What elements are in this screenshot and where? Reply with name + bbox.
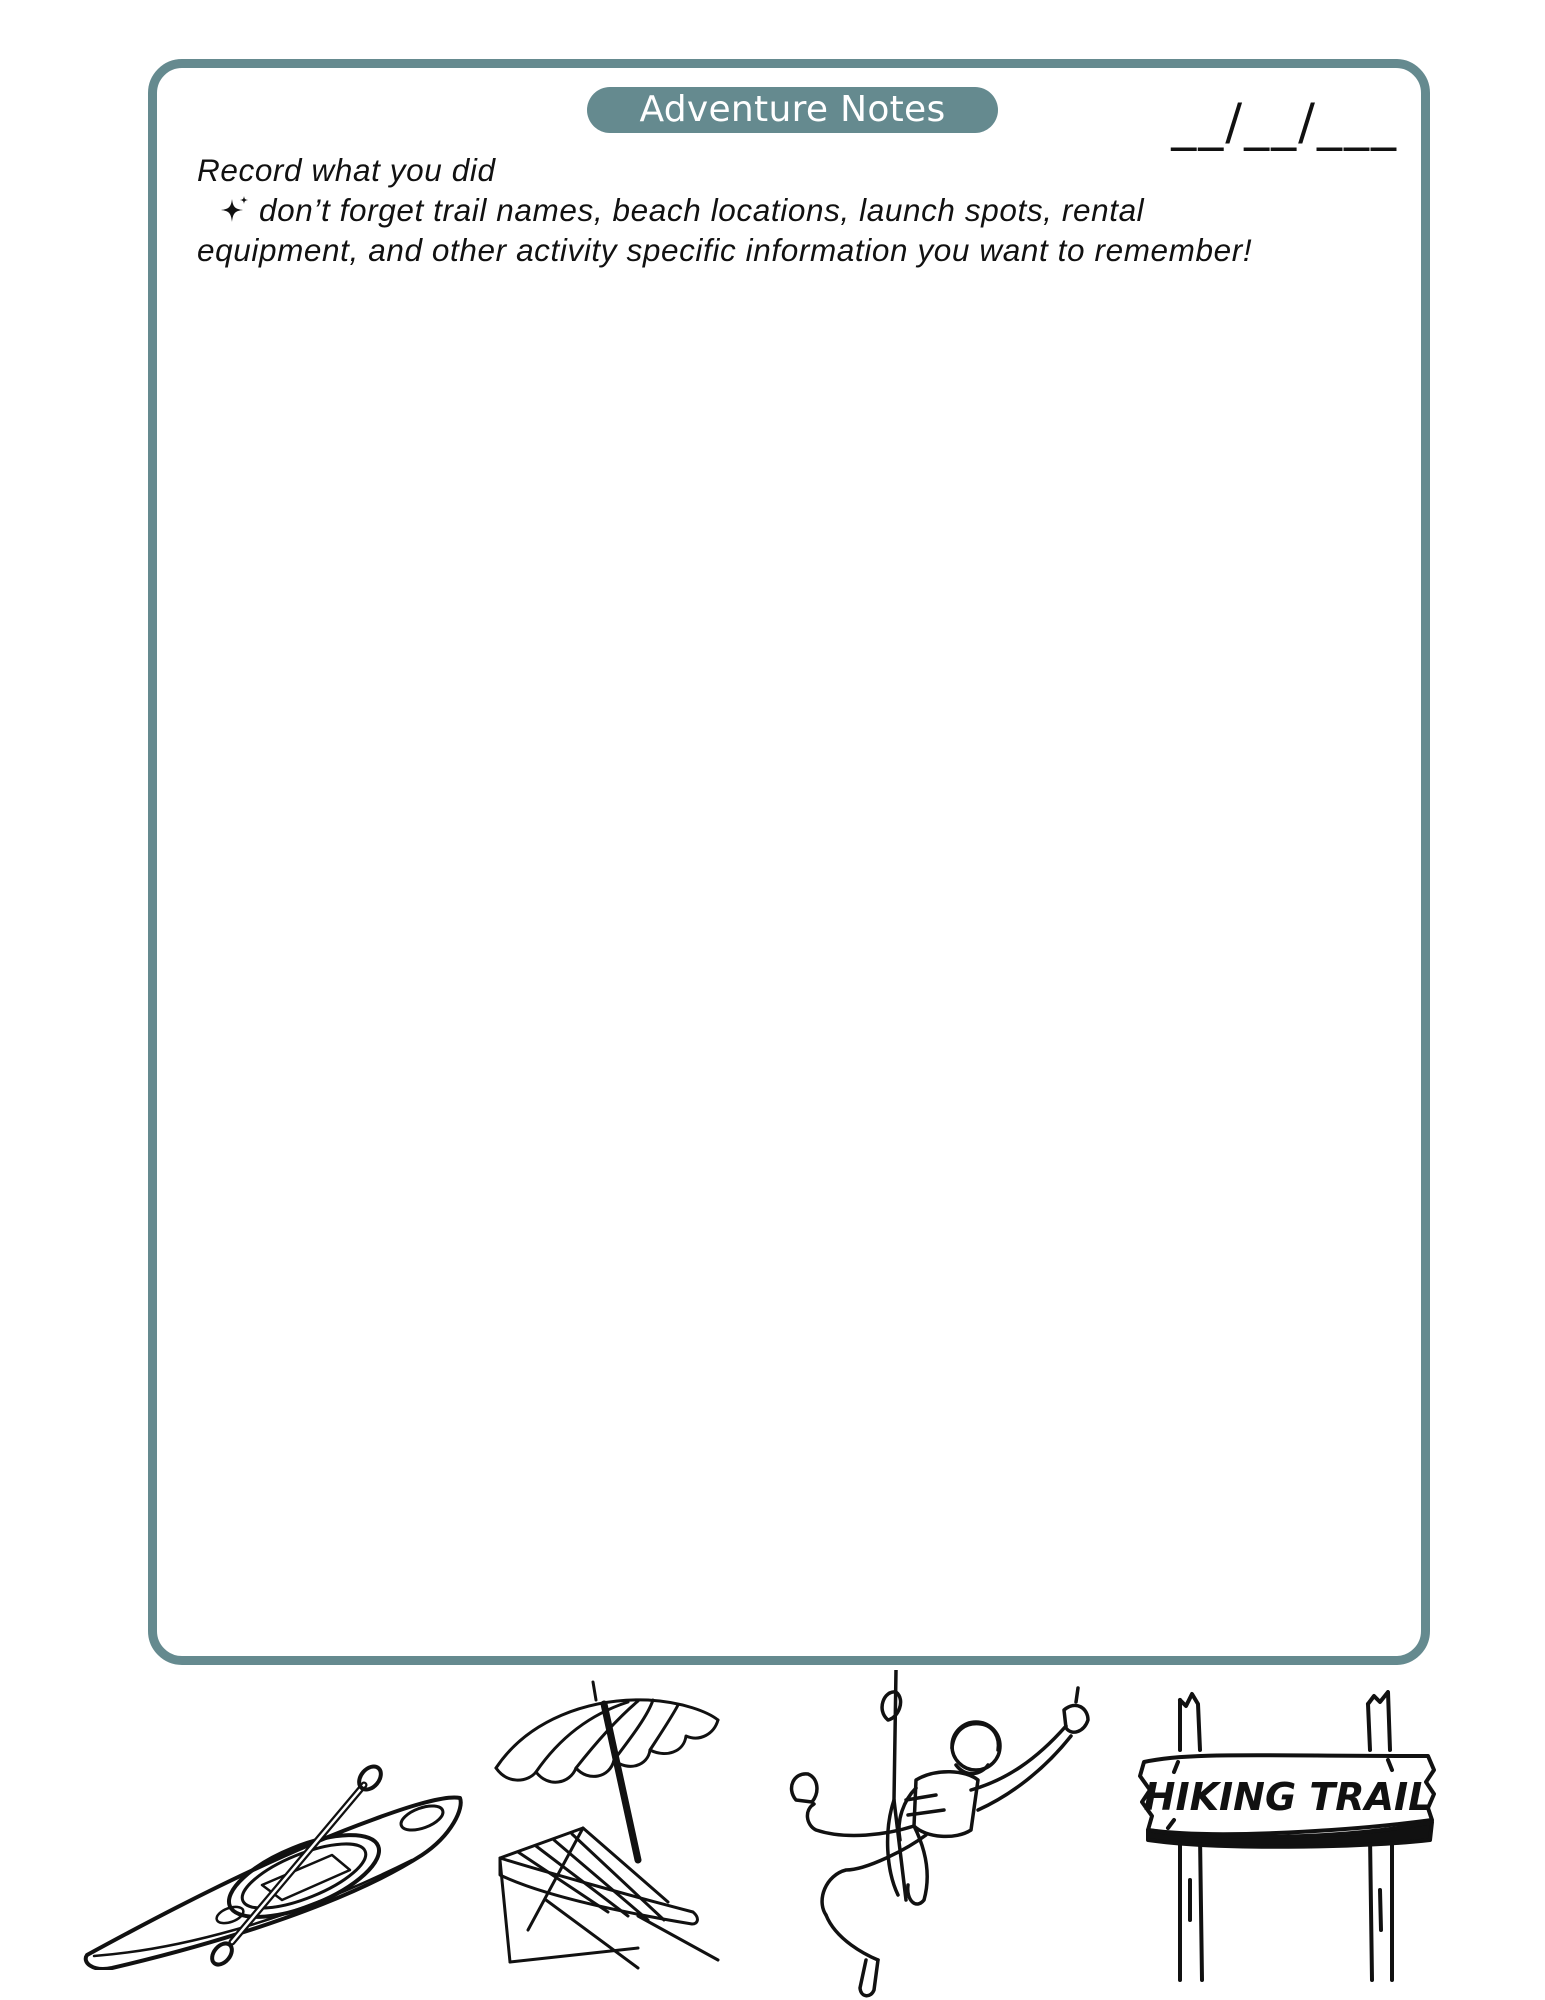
instructions-line-3: equipment, and other activity specific information you want to remember! [197, 232, 1253, 268]
date-field[interactable]: __/__/___ [1171, 93, 1398, 151]
instructions [197, 150, 1367, 270]
rappelling-climber-icon [766, 1670, 1102, 2000]
hiking-trail-sign-icon [1138, 1690, 1438, 1990]
page-title: Adventure Notes [587, 87, 998, 133]
instructions-line-2-text: don’t forget trail names, beach locations, launch spots, rental [259, 192, 1145, 228]
beach-chair-umbrella-icon [488, 1680, 738, 1970]
sign-label: HIKING TRAIL [1143, 1775, 1433, 1819]
instructions-line-2 [197, 190, 1367, 230]
instructions-line-1: Record what you did [197, 152, 496, 188]
notes-frame [148, 59, 1430, 1665]
sparkle-icon [219, 195, 251, 225]
kayak-icon [82, 1710, 472, 1970]
